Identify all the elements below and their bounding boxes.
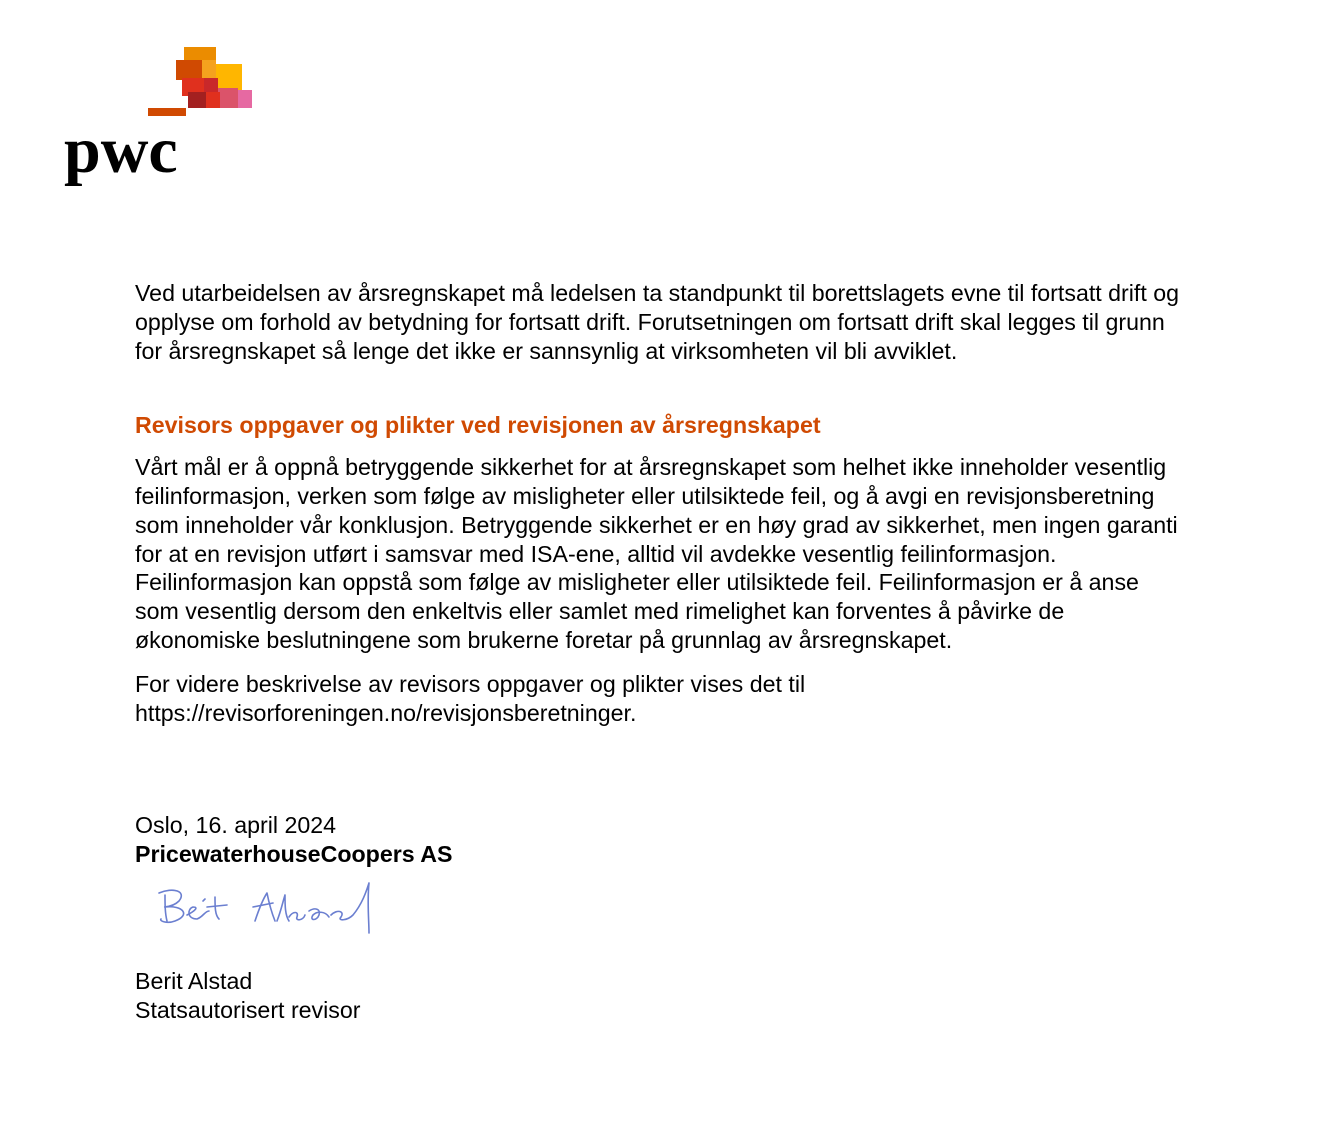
going-concern-paragraph: Ved utarbeidelsen av årsregnskapet må ledelsen ta standpunkt til borettslagets evne til fortsatt drift og opplyse om forhold av betydning for fortsatt drift. Forutsetningen om fortsatt drift skal legges til grunn for årsregnskapet så lenge det ikke er sannsynlig at virksomheten vil bli avviklet. [135,280,1180,364]
handwritten-signature [153,881,393,945]
signer-name: Berit Alstad [135,967,253,994]
audit-goal-paragraph: Vårt mål er å oppnå betryggende sikkerhet for at årsregnskapet som helhet ikke inneholder vesentlig feilinformasjon, verken som følge av misligheter eller utilsiktede feil, og å avgi en revisjonsberetning som inneholder vår konklusjon. Betryggende sikkerhet er en høy grad av sikkerhet, men ingen garanti for at en revisjon utført i samsvar med ISA-ene, alltid vil avdekke vesentlig feilinformasjon. Feilinformasjon kan oppstå som følge av misligheter eller utilsiktede feil. Feilinformasjon er å anse som vesentlig dersom den enkeltvis eller samlet med rimelighet kan forventes å påvirke de økonomiske beslutningene som brukerne foretar på grunnlag av årsregnskapet. [135,454,1178,653]
firm-name: PricewaterhouseCoopers AS [135,841,453,868]
section-heading: Revisors oppgaver og plikter ved revisjonen av årsregnskapet [135,412,821,439]
signer-title: Statsautorisert revisor [135,996,361,1023]
pwc-logo [64,44,264,194]
pwc-logo-mark [148,47,252,116]
reference-paragraph: For videre beskrivelse av revisors oppgaver og plikter vises det til https://revisorforeningen.no/revisjonsberetninger. [135,670,806,726]
place-and-date: Oslo, 16. april 2024 [135,812,337,839]
document-body [135,279,1270,1025]
signature-text: Berit Alstad [153,880,159,882]
pwc-logo-wordmark: pwc [64,114,178,187]
